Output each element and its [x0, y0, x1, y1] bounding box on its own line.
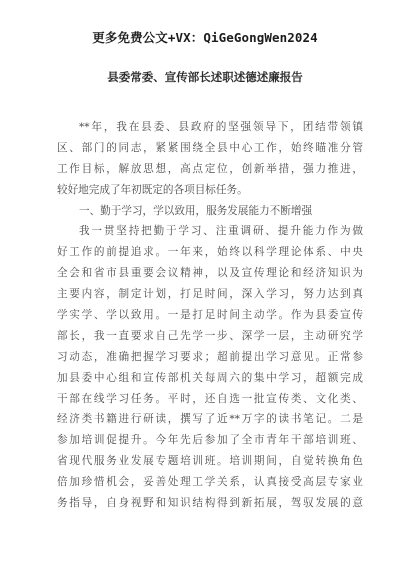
paragraph-line: 经济类书籍进行研读，撰写了近**万字的读书笔记。二是 [57, 413, 363, 426]
paragraph-line: 参加培训促提升。今年先后参加了全市青年干部培训班、 [57, 434, 363, 447]
section-heading: 一、勤于学习，学以致用，服务发展能力不断增强 [79, 204, 313, 217]
paragraph-line: 我一贯坚持把勤于学习、注重调研、提升能力作为做 [79, 225, 363, 238]
paragraph-line: 好工作的前提追求。一年来，始终以科学理论体系、中央 [57, 246, 363, 259]
paragraph-line: 干部在线学习任务。平时，还自选一批宣传类、文化类、 [57, 392, 363, 405]
paragraph-line: 区、部门的同志，紧紧围绕全县中心工作，始终瞄准分管 [57, 141, 363, 154]
paragraph-line: 省现代服务业发展专题培训班。培训期间，自觉转换角色 [57, 455, 363, 468]
paragraph-line: 全会和省市县重要会议精神，以及宣传理论和经济知识为 [57, 267, 363, 280]
paragraph-line: 学实学、学以致用。一是打足时间主动学。作为县委宣传 [57, 309, 363, 322]
paragraph-line: 加县委中心组和宣传部机关每周六的集中学习，超额完成 [57, 371, 363, 384]
promo-banner: 更多免费公文+VX：QiGeGongWen2024 [92, 30, 318, 45]
paragraph-line: 工作目标，解放思想，高点定位，创新举措，强力推进， [57, 162, 363, 175]
document-title: 县委常委、宣传部长述职述德述廉报告 [107, 70, 303, 84]
paragraph-line: 部长，我一直要求自己先学一步、深学一层，主动研究学 [57, 329, 363, 342]
paragraph-line: 较好地完成了年初既定的各项目标任务。 [57, 183, 248, 196]
document-body [57, 117, 363, 514]
paragraph-line: **年，我在县委、县政府的坚强领导下，团结带领镇 [79, 121, 363, 133]
paragraph-line: 倍加珍惜机会，妥善处理工学关系，认真接受高层专家业 [57, 476, 363, 489]
paragraph-line: 务指导，自身视野和知识结构得到新拓展，驾驭发展的意 [57, 497, 363, 510]
paragraph-line: 习动态，准确把握学习要求；超前提出学习意见。正常参 [57, 350, 363, 363]
paragraph-line: 主要内容，制定计划，打足时间，深入学习，努力达到真 [57, 288, 363, 301]
